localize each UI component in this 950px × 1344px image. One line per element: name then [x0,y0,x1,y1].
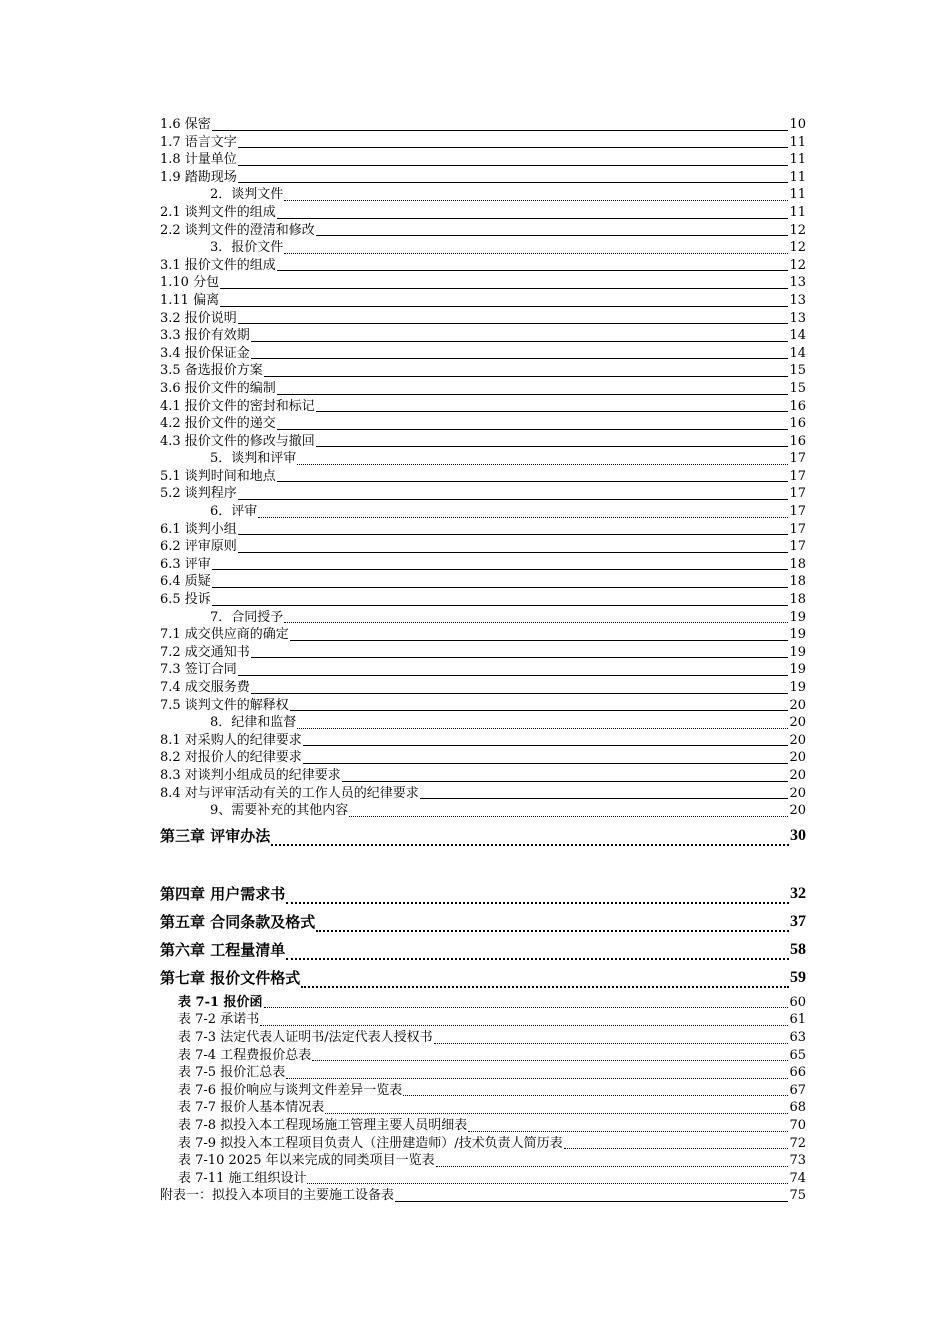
toc-page-number: 17 [789,521,806,537]
toc-page-number: 12 [789,257,806,273]
toc-entry-title: 3．报价文件 [210,240,284,256]
toc-entry-title: 7.2 成交通知书 [160,644,250,660]
toc-leader [316,930,789,932]
toc-leader [238,147,789,148]
toc-page-number: 14 [789,345,806,361]
toc-leader [251,358,789,359]
toc-page-number: 73 [789,1153,806,1169]
toc-page-number: 19 [789,644,806,660]
toc-leader [301,986,789,988]
toc-leader [238,165,789,166]
toc-page-number: 30 [790,826,806,844]
toc-entry[interactable] [160,415,806,433]
toc-leader [564,1148,789,1149]
toc-table-entry[interactable] [160,1170,806,1188]
toc-entry[interactable] [160,345,806,363]
toc-entry-title: 表 7-4 工程费报价总表 [178,1047,312,1063]
toc-entry-title: 1.11 偏离 [160,292,220,308]
toc-entry-title: 第七章 报价文件格式 [160,968,301,987]
toc-entry-title: 5.2 谈判程序 [160,486,237,502]
toc-leader [316,446,789,447]
toc-entry-title: 第六章 工程量清单 [160,940,286,959]
toc-leader [212,569,789,570]
toc-entry[interactable] [160,573,806,591]
toc-entry-title: 4.1 报价文件的密封和标记 [160,398,315,414]
toc-entry[interactable] [160,204,806,222]
toc-page-number: 32 [790,884,806,902]
toc-entry[interactable] [160,661,806,679]
toc-entry[interactable] [160,521,806,539]
toc-entry-title: 附表一：拟投入本项目的主要施工设备表 [160,1188,395,1204]
toc-entry-title: 6.1 谈判小组 [160,521,237,537]
toc-entry-title: 6.5 投诉 [160,592,211,608]
toc-leader [277,270,789,271]
toc-page-number: 14 [789,328,806,344]
toc-leader [264,1007,789,1008]
toc-entry-title: 5.1 谈判时间和地点 [160,468,276,484]
toc-entry[interactable] [160,802,806,820]
toc-table-entry[interactable] [160,1047,806,1065]
toc-entry-title: 3.5 备选报价方案 [160,363,263,379]
toc-entry[interactable] [160,222,806,240]
toc-entry[interactable] [160,644,806,662]
toc-entry[interactable] [160,292,806,310]
toc-entry-title: 表 7-7 报价人基本情况表 [178,1100,325,1116]
toc-page-number: 17 [789,504,806,520]
toc-page-number: 17 [789,539,806,555]
toc-leader [264,376,789,377]
toc-page-number: 70 [789,1117,806,1133]
toc-leader [251,341,789,342]
toc-page-number: 19 [789,662,806,678]
toc-entry-title: 8.3 对谈判小组成员的纪律要求 [160,767,341,783]
toc-leader [258,517,788,518]
toc-entry-title: 3.4 报价保证金 [160,345,250,361]
toc-entry[interactable] [160,116,806,134]
toc-entry[interactable] [160,556,806,574]
toc-entry[interactable] [160,538,806,556]
toc-leader [434,1043,789,1044]
toc-entry[interactable] [160,697,806,715]
toc-entry[interactable] [160,679,806,697]
toc-entry-title: 2.2 谈判文件的澄清和修改 [160,222,315,238]
toc-entry[interactable] [160,450,806,468]
toc-page-number: 60 [789,994,806,1010]
toc-entry[interactable] [160,485,806,503]
toc-page-number: 68 [789,1100,806,1116]
toc-leader [238,182,789,183]
toc-page-number: 15 [789,380,806,396]
toc-entry[interactable] [160,609,806,627]
toc-page-number: 16 [789,416,806,432]
toc-table-entry[interactable] [160,1135,806,1153]
toc-page-number: 13 [789,310,806,326]
toc-entry-title: 7.3 签订合同 [160,662,237,678]
toc-entry-title: 1.6 保密 [160,117,211,132]
toc-leader [349,816,788,817]
toc-entry-title: 7．合同授予 [210,609,284,625]
toc-chapter[interactable] [160,908,806,936]
toc-leader [260,1025,788,1026]
toc-leader [284,200,788,201]
toc-page-number: 19 [789,680,806,695]
toc-leader [238,552,789,553]
toc-entry-title: 表 7-5 报价汇总表 [178,1065,286,1081]
toc-entry-title: 3.1 报价文件的组成 [160,257,276,273]
toc-page-number: 20 [789,715,806,731]
toc-entry-title: 9、需要补充的其他内容 [210,803,349,819]
toc-leader [303,763,789,764]
toc-page-number: 13 [789,275,806,291]
toc-entry-title: 2．谈判文件 [210,187,284,203]
toc-page-number: 63 [789,1029,806,1045]
toc-entry-title: 7.5 谈判文件的解释权 [160,697,289,713]
toc-page-number: 11 [789,204,806,220]
toc-leader [238,499,789,500]
toc-entry-title: 4.2 报价文件的递交 [160,416,276,432]
toc-entry-title: 第三章 评审办法 [160,826,271,845]
toc-leader [238,675,789,676]
toc-page-number: 17 [789,451,806,467]
toc-page-number: 11 [789,134,806,150]
toc-leader [286,1078,788,1079]
toc-leader [316,411,789,412]
toc-leader [297,464,788,465]
toc-page-number: 17 [789,468,806,484]
toc-table-entry[interactable] [160,1029,806,1047]
toc-entry-title: 1.10 分包 [160,275,220,291]
toc-table-entry[interactable] [160,994,806,1012]
toc-entry-title: 8.4 对与评审活动有关的工作人员的纪律要求 [160,785,419,801]
toc-page-number: 16 [789,398,806,414]
toc-entry[interactable] [160,151,806,169]
toc-page-number: 18 [789,592,806,608]
toc-entry[interactable] [160,785,806,803]
toc-leader [468,1131,788,1132]
toc-chapter[interactable] [160,822,806,850]
toc-entry-title: 1.9 踏勘现场 [160,169,237,185]
toc-leader [290,640,789,641]
toc-entry[interactable] [160,186,806,204]
toc-page-number: 72 [789,1135,806,1151]
toc-leader [403,1095,788,1096]
toc-entry-title: 6.4 质疑 [160,574,211,590]
toc-page-number: 75 [789,1188,806,1204]
toc-entry[interactable] [160,433,806,451]
toc-table-entry[interactable] [160,1082,806,1100]
toc-entry[interactable] [160,503,806,521]
toc-entry-title: 表 7-1 报价函 [178,994,263,1010]
toc-page-number: 19 [789,627,806,643]
toc-page-number: 19 [789,609,806,625]
toc-leader [297,728,788,729]
toc-leader [277,394,789,395]
toc-entry-title: 3.3 报价有效期 [160,328,250,344]
toc-entry[interactable] [160,398,806,416]
toc-chapter[interactable] [160,964,806,992]
toc-page-number: 59 [790,968,806,986]
toc-leader [286,902,789,904]
toc-page-number: 18 [789,574,806,590]
toc-page-number: 13 [789,292,806,308]
toc-entry[interactable] [160,380,806,398]
toc-leader [220,288,788,289]
toc-page-number: 12 [789,222,806,238]
toc-entry-title: 1.7 语言文字 [160,134,237,150]
toc-page-number: 20 [789,732,806,748]
toc-leader [251,657,789,658]
toc-leader [271,844,789,846]
toc-entry-title: 表 7-2 承诺书 [178,1012,260,1028]
toc-page-number: 66 [789,1065,806,1081]
toc-entry-title: 第四章 用户需求书 [160,884,286,903]
toc-page-number: 12 [789,240,806,256]
toc-page-number: 20 [789,803,806,819]
toc-page-number: 61 [789,1012,806,1028]
toc-leader [220,306,788,307]
toc-entry-title: 4.3 报价文件的修改与撤回 [160,433,315,449]
toc-page-number: 11 [789,152,806,168]
toc-entry[interactable] [160,274,806,292]
toc-leader [312,1060,788,1061]
toc-entry[interactable] [160,468,806,486]
toc-page-number: 37 [790,912,806,930]
toc-leader [342,781,789,782]
toc-leader [284,622,788,623]
toc-entry[interactable] [160,591,806,609]
toc-leader [277,429,789,430]
toc-leader [325,1113,788,1114]
toc-table-entry[interactable] [160,1117,806,1135]
toc-page-number: 16 [789,433,806,449]
toc-table-entry[interactable] [160,1099,806,1117]
toc-page-number: 20 [789,785,806,801]
toc-entry[interactable] [160,767,806,785]
toc-page-number: 74 [789,1170,806,1186]
toc-entry[interactable] [160,239,806,257]
toc-entry-title: 6．评审 [210,504,258,520]
toc-table-entry[interactable] [160,1064,806,1082]
toc-entry-title: 2.1 谈判文件的组成 [160,204,276,220]
toc-entry-title: 7.4 成交服务费 [160,680,250,695]
toc-entry[interactable] [160,169,806,187]
toc-leader [303,745,789,746]
toc-spacer [160,850,806,880]
toc-page-number: 11 [789,187,806,203]
toc-leader [238,323,789,324]
toc-leader [316,235,789,236]
toc-leader [277,481,789,482]
toc-entry-title: 表 7-10 2025 年以来完成的同类项目一览表 [178,1153,435,1169]
toc-entry-title: 5．谈判和评审 [210,451,297,467]
toc-page-number: 18 [789,556,806,572]
toc-page-number: 20 [789,767,806,783]
toc-entry-title: 1.8 计量单位 [160,152,237,168]
toc-entry[interactable] [160,714,806,732]
toc-entry-title: 6.3 评审 [160,556,211,572]
toc-entry[interactable] [160,626,806,644]
toc-leader [436,1166,789,1167]
toc-entry-title: 7.1 成交供应商的确定 [160,627,289,643]
toc-entry-title: 8.1 对采购人的纪律要求 [160,732,302,748]
toc-entry[interactable] [160,134,806,152]
toc-leader [395,1201,788,1202]
toc-entry[interactable] [160,732,806,750]
toc-page-number: 58 [790,940,806,958]
toc-entry-title: 8.2 对报价人的纪律要求 [160,750,302,766]
toc-page-number: 11 [789,169,806,185]
toc-leader [277,218,789,219]
toc-leader [420,798,789,799]
toc-leader [212,130,789,131]
toc-chapter[interactable] [160,936,806,964]
toc-leader [307,1183,788,1184]
toc-leader [290,710,789,711]
toc-page-number: 20 [789,750,806,766]
toc-entry-title: 6.2 评审原则 [160,539,237,555]
toc-entry-title: 第五章 合同条款及格式 [160,912,316,931]
toc-entry-title: 3.6 报价文件的编制 [160,380,276,396]
toc-entry[interactable] [160,257,806,275]
toc-leader [212,587,789,588]
toc-appendix-entry[interactable] [160,1187,806,1205]
toc-page-number: 15 [789,363,806,379]
toc-leader [284,253,788,254]
toc-entry-title: 表 7-3 法定代表人证明书/法定代表人授权书 [178,1029,433,1045]
toc-entry-title: 3.2 报价说明 [160,310,237,326]
toc-table-entry[interactable] [160,1152,806,1170]
toc-entry-title: 表 7-8 拟投入本工程现场施工管理主要人员明细表 [178,1117,468,1133]
toc-page-number: 17 [789,486,806,502]
toc-entry-title: 8．纪律和监督 [210,715,297,731]
toc-leader [212,605,789,606]
toc-chapter[interactable] [160,880,806,908]
toc-page-number: 20 [789,697,806,713]
toc-page-number: 65 [789,1047,806,1063]
toc-page-number: 67 [789,1082,806,1098]
toc-entry[interactable] [160,310,806,328]
toc-entry[interactable] [160,362,806,380]
toc-entry-title: 表 7-6 报价响应与谈判文件差异一览表 [178,1082,403,1098]
toc-leader [251,693,789,694]
toc-entry-title: 表 7-9 拟投入本工程项目负责人（注册建造师）/技术负责人简历表 [178,1135,563,1151]
table-of-contents [160,116,806,1205]
toc-leader [238,534,789,535]
toc-entry-title: 表 7-11 施工组织设计 [178,1170,307,1186]
toc-entry[interactable] [160,749,806,767]
toc-page-number: 10 [789,117,806,132]
toc-leader [286,958,789,960]
toc-table-entry[interactable] [160,1011,806,1029]
toc-entry[interactable] [160,327,806,345]
